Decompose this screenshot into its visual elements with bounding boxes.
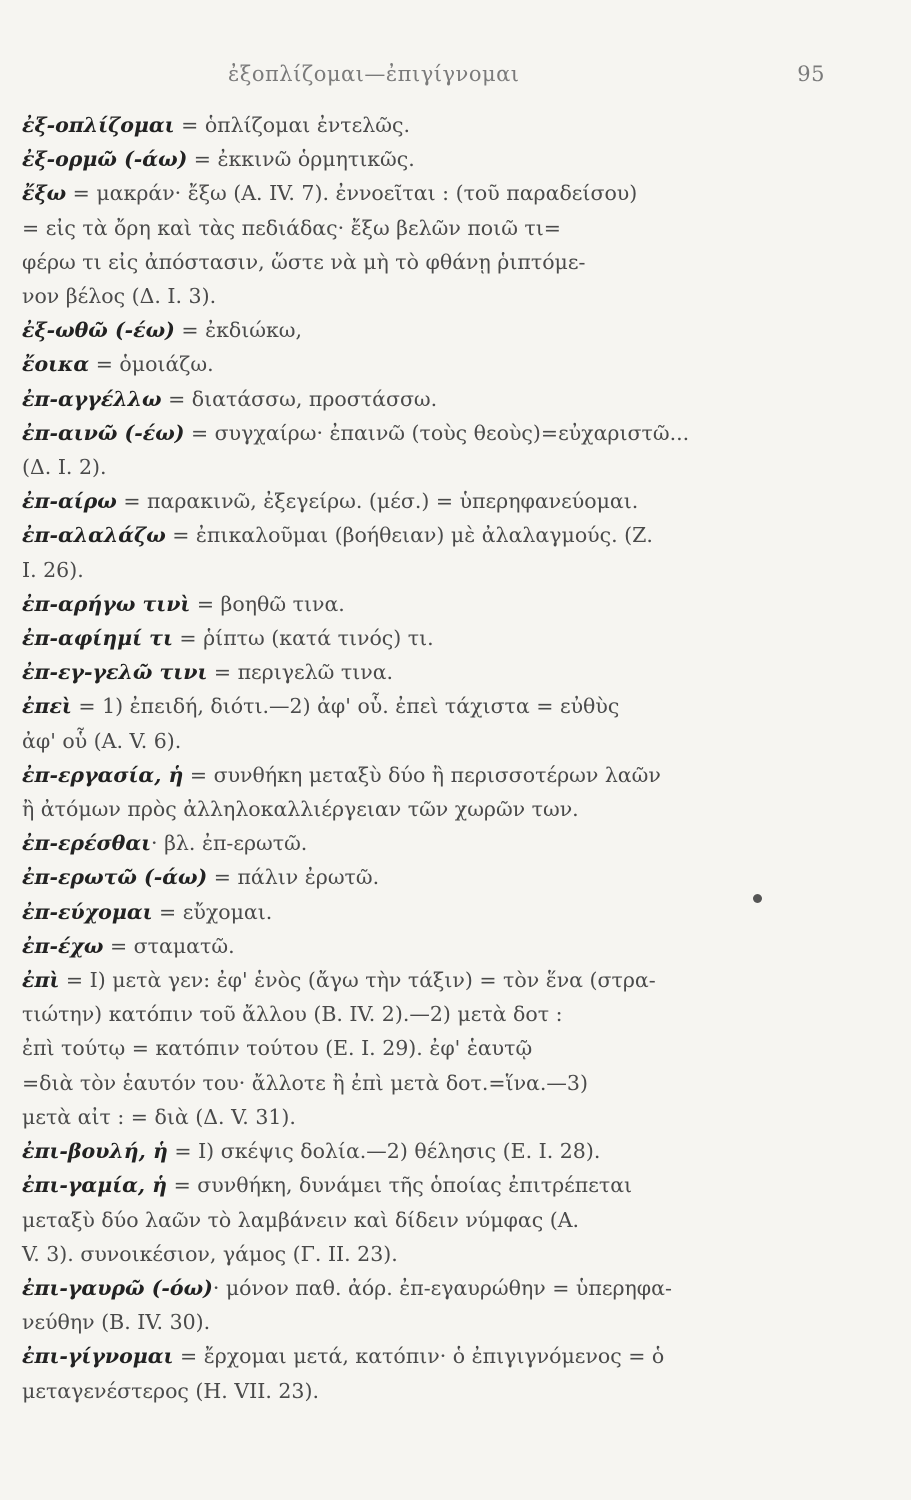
headword: ἐπεὶ [22, 694, 72, 719]
dictionary-entry [22, 963, 882, 1134]
entry-continuation-line: ἐπὶ τούτῳ = κατόπιν τούτου (Ε. I. 29). ἐφ' ἑαυτῷ [22, 1036, 533, 1061]
dictionary-entry [22, 416, 882, 484]
entry-continuation-line: νεύθην (Β. IV. 30). [22, 1310, 211, 1335]
ink-dot [753, 894, 762, 903]
headword: ἐπ-ερέσθαι [22, 831, 152, 856]
headword: ἐπ-ερωτῶ (-άω) [22, 865, 208, 890]
entry-first-line [22, 108, 882, 142]
entry-continuation-line: τιώτην) κατόπιν τοῦ ἄλλου (Β. IV. 2).—2) μετὰ δοτ : [22, 1002, 563, 1027]
entry-continuation-line: μεταγενέστερος (Η. VII. 23). [22, 1378, 319, 1403]
dictionary-entry [22, 860, 882, 894]
entry-continuation-line: ἢ ἀτόμων πρὸς ἀλληλοκαλλιέργειαν τῶν χωρῶν των. [22, 797, 579, 822]
headword: ἐπ-εργασία, ἡ [22, 762, 184, 787]
entry-first-line [22, 860, 882, 894]
dictionary-entry [22, 1339, 882, 1407]
definition: = περιγελῶ τινα. [207, 660, 394, 685]
headword: ἐπ-αλαλάζω [22, 523, 166, 548]
dictionary-entry [22, 1168, 882, 1271]
definition: = ῥίπτω (κατά τινός) τι. [172, 626, 434, 651]
entry-first-line [22, 1271, 882, 1305]
headword: ἐπ-εύχομαι [22, 899, 153, 924]
definition: = 1) ἐπειδή, διότι.—2) ἀφ' οὗ. ἐπεὶ τάχιστα = εὐθὺς [71, 694, 620, 719]
dictionary-entry [22, 655, 882, 689]
entry-first-line [22, 621, 882, 655]
entry-continuation-line: φέρω τι εἰς ἀπόστασιν, ὥστε νὰ μὴ τὸ φθάνῃ ῥιπτόμε- [22, 249, 586, 274]
dictionary-entry [22, 587, 882, 621]
headword: ἐξ-ωθῶ (-έω) [22, 318, 175, 343]
dictionary-entry [22, 1271, 882, 1339]
definition: = σταματῶ. [103, 933, 235, 958]
definition: = συνθήκη, δυνάμει τῆς ὁποίας ἐπιτρέπεται [167, 1173, 633, 1198]
dictionary-entry [22, 313, 882, 347]
dictionary-entry [22, 621, 882, 655]
dictionary-entry [22, 176, 882, 313]
entry-first-line [22, 347, 882, 381]
entry-first-line [22, 484, 882, 518]
definition: = ὁπλίζομαι ἐντελῶς. [174, 113, 410, 137]
headword: ἐπ-αινῶ (-έω) [22, 420, 185, 445]
entry-first-line [22, 142, 882, 176]
headword: ἔοικα [22, 352, 90, 377]
entry-first-line [22, 382, 882, 416]
definition: · βλ. ἐπ-ερωτῶ. [151, 831, 308, 856]
entry-first-line [22, 416, 882, 450]
headword: ἐπι-βουλή, ἡ [22, 1139, 168, 1164]
header-title: ἐξοπλίζομαι—ἐπιγίγνομαι [228, 62, 520, 86]
entry-first-line [22, 518, 882, 552]
entry-continuation-line: = εἰς τὰ ὄρη καὶ τὰς πεδιάδας· ἔξω βελῶν ποιῶ τι= [22, 215, 561, 240]
entry-continuation-line: =διὰ τὸν ἑαυτόν του· ἄλλοτε ἢ ἐπὶ μετὰ δοτ.=ἵνα.—3) [22, 1070, 588, 1095]
headword: ἔξω [22, 181, 67, 206]
definition: = ὁμοιάζω. [89, 352, 214, 377]
definition: · μόνον παθ. ἀόρ. ἐπ-εγαυρώθην = ὑπερηφα- [212, 1275, 672, 1300]
entry-continuation-line: ἀφ' οὗ (Α. V. 6). [22, 728, 182, 753]
entry-first-line [22, 826, 882, 860]
entry-list [22, 108, 882, 1408]
dictionary-entry [22, 108, 882, 142]
entry-first-line [22, 758, 882, 792]
entry-continuation-line: μετὰ αἰτ : = διὰ (Δ. V. 31). [22, 1104, 296, 1129]
running-header [0, 56, 911, 96]
entry-first-line [22, 963, 882, 997]
definition: = πάλιν ἐρωτῶ. [207, 865, 380, 890]
headword: ἐξ-οπλίζομαι [22, 113, 175, 137]
definition: = εὔχομαι. [152, 899, 273, 924]
entry-continuation-line: (Δ. I. 2). [22, 455, 107, 480]
dictionary-entry [22, 758, 882, 826]
dictionary-entry [22, 689, 882, 757]
dictionary-entry [22, 382, 882, 416]
headword: ἐπι-γαυρῶ (-όω) [22, 1275, 213, 1300]
definition: = βοηθῶ τινα. [190, 591, 345, 616]
entry-first-line [22, 689, 882, 723]
page-number: 95 [797, 62, 825, 86]
dictionary-entry [22, 1134, 882, 1168]
headword: ἐπ-εγ-γελῶ τινι [22, 660, 208, 685]
entry-first-line [22, 655, 882, 689]
definition: = I) σκέψις δολία.—2) θέλησις (Ε. I. 28). [167, 1139, 601, 1164]
definition: = συγχαίρω· ἐπαινῶ (τοὺς θεοὺς)=εὐχαριστῶ... [184, 420, 690, 445]
headword: ἐπ-αίρω [22, 489, 117, 514]
dictionary-entry [22, 826, 882, 860]
entry-first-line [22, 1339, 882, 1373]
dictionary-entry [22, 484, 882, 518]
headword: ἐπ-αρήγω τινὶ [22, 591, 191, 616]
definition: = ἐκκινῶ ὁρμητικῶς. [187, 147, 415, 172]
entry-first-line [22, 1134, 882, 1168]
definition: = διατάσσω, προστάσσω. [161, 386, 438, 411]
headword: ἐπ-αφίημί τι [22, 626, 173, 651]
definition: = παρακινῶ, ἐξεγείρω. (μέσ.) = ὑπερηφανεύομαι. [116, 489, 639, 514]
headword: ἐπι-γαμία, ἡ [22, 1173, 168, 1198]
entry-first-line [22, 929, 882, 963]
definition: = I) μετὰ γεν: ἐφ' ἑνὸς (ἄγω τὴν τάξιν) = τὸν ἕνα (στρα- [59, 968, 656, 993]
entry-continuation-line: I. 26). [22, 557, 84, 582]
headword: ἐξ-ορμῶ (-άω) [22, 147, 188, 172]
headword: ἐπι-γίγνομαι [22, 1344, 174, 1369]
definition: = ἐπικαλοῦμαι (βοήθειαν) μὲ ἀλαλαγμούς. (Ζ. [165, 523, 653, 548]
dictionary-entry [22, 142, 882, 176]
entry-continuation-line: νον βέλος (Δ. I. 3). [22, 284, 217, 309]
headword: ἐπ-έχω [22, 933, 104, 958]
entry-first-line [22, 313, 882, 347]
entry-first-line [22, 587, 882, 621]
entry-first-line [22, 895, 882, 929]
entry-first-line [22, 176, 882, 210]
dictionary-entry [22, 518, 882, 586]
definition: = μακράν· ἔξω (Α. IV. 7). ἐννοεῖται : (τοῦ παραδείσου) [66, 181, 638, 206]
entry-continuation-line: μεταξὺ δύο λαῶν τὸ λαμβάνειν καὶ δίδειν νύμφας (Α. [22, 1207, 580, 1232]
dictionary-entry [22, 929, 882, 963]
entry-first-line [22, 1168, 882, 1202]
definition: = συνθήκη μεταξὺ δύο ἢ περισσοτέρων λαῶν [183, 762, 661, 787]
headword: ἐπ-αγγέλλω [22, 386, 162, 411]
entry-continuation-line: V. 3). συνοικέσιον, γάμος (Γ. II. 23). [22, 1241, 398, 1266]
dictionary-entry [22, 347, 882, 381]
definition: = ἐκδιώκω, [174, 318, 303, 343]
definition: = ἔρχομαι μετά, κατόπιν· ὁ ἐπιγιγνόμενος = ὁ [173, 1344, 665, 1369]
headword: ἐπὶ [22, 968, 60, 993]
